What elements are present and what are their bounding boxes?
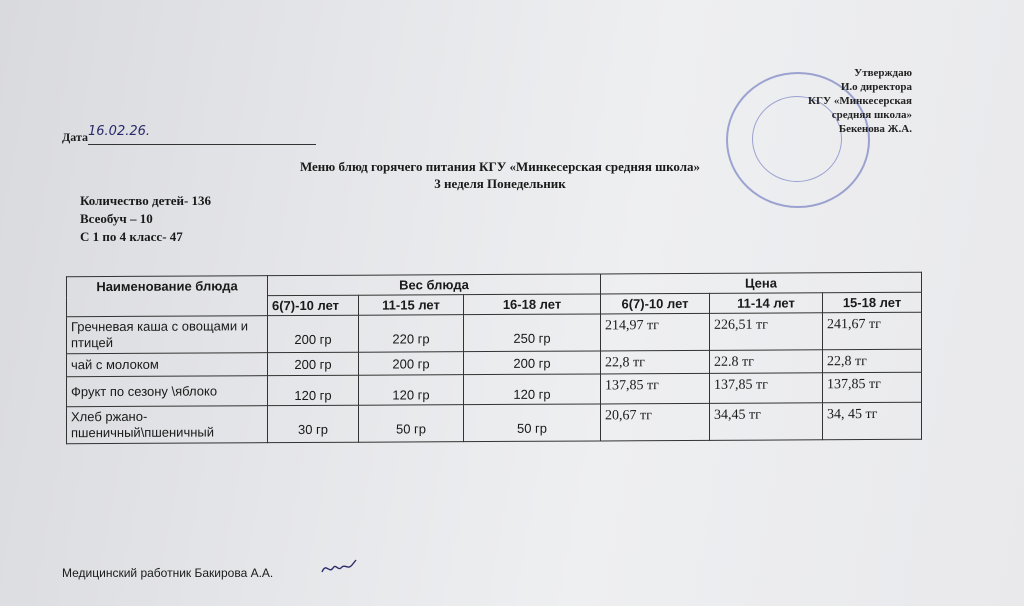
counts-block: [80, 192, 211, 246]
header-name: Наименование блюда: [67, 276, 268, 317]
weight-cell: 50 гр: [464, 404, 601, 442]
menu-table: [66, 272, 922, 444]
count-line: Количество детей- 136: [80, 193, 212, 208]
weight-cell: 220 гр: [359, 315, 464, 353]
page-title: [240, 158, 760, 192]
approval-line: средняя школа»: [831, 109, 912, 121]
weight-cell: 120 гр: [359, 375, 464, 406]
table-row: [67, 402, 922, 443]
weight-cell: 50 гр: [359, 405, 464, 443]
price-cell: 22,8 тг: [823, 349, 922, 373]
date-row: [62, 124, 316, 145]
approval-line: КГУ «Минкесерская: [808, 95, 912, 107]
header-weight-col: 6(7)-10 лет: [268, 295, 359, 315]
table-row: [67, 372, 922, 406]
price-cell: 137,85 тг: [601, 373, 710, 404]
dish-name: чай с молоком: [67, 353, 268, 377]
price-cell: 34, 45 тг: [823, 402, 922, 440]
price-cell: 20,67 тг: [601, 403, 710, 441]
approval-line: Бекенова Ж.А.: [838, 123, 912, 135]
date-line: [88, 124, 316, 145]
approval-line: И.о директора: [840, 81, 912, 93]
weight-cell: 200 гр: [268, 352, 359, 375]
weight-cell: 120 гр: [464, 374, 601, 405]
dish-name: Фрукт по сезону \яблоко: [67, 376, 268, 407]
price-cell: 22,8 тг: [601, 350, 710, 374]
price-cell: 226,51 тг: [710, 313, 823, 351]
header-price: Цена: [601, 272, 922, 294]
weight-cell: 120 гр: [268, 375, 359, 405]
price-cell: 137,85 тг: [823, 372, 922, 403]
count-line: Всеобуч – 10: [80, 211, 153, 226]
price-cell: 214,97 тг: [601, 313, 710, 351]
price-cell: 22.8 тг: [710, 350, 823, 374]
footer-signature-line: Медицинский работник Бакирова А.А.: [62, 566, 274, 580]
approval-line: Утверждаю: [854, 67, 912, 79]
weight-cell: 200 гр: [268, 315, 359, 352]
weight-cell: 200 гр: [464, 351, 601, 375]
title-line: Меню блюд горячего питания КГУ «Минкесерская средняя школа»: [299, 159, 701, 174]
header-weight-col: 11-15 лет: [359, 295, 464, 316]
price-cell: 34,45 тг: [710, 403, 823, 441]
header-price-col: 6(7)-10 лет: [601, 293, 710, 314]
price-cell: 241,67 тг: [823, 312, 922, 350]
weight-cell: 200 гр: [359, 352, 464, 376]
subtitle-line: 3 неделя Понедельник: [434, 176, 566, 191]
weight-cell: 250 гр: [464, 314, 601, 352]
header-weight: Вес блюда: [268, 274, 601, 296]
header-weight-col: 16-18 лет: [464, 294, 601, 315]
approval-block: [808, 66, 912, 136]
header-price-col: 15-18 лет: [823, 292, 922, 313]
dish-name: Хлеб ржано-пшеничный\пшеничный: [67, 406, 268, 444]
count-line: С 1 по 4 класс- 47: [80, 229, 183, 244]
table-row: [67, 312, 922, 353]
date-value: 16.02.26.: [88, 124, 151, 139]
header-price-col: 11-14 лет: [710, 293, 823, 314]
dish-name: Гречневая каша с овощами и птицей: [67, 316, 268, 354]
date-label: Дата: [62, 130, 88, 144]
handwritten-signature: [320, 556, 360, 578]
price-cell: 137,85 тг: [710, 373, 823, 404]
weight-cell: 30 гр: [268, 405, 359, 442]
